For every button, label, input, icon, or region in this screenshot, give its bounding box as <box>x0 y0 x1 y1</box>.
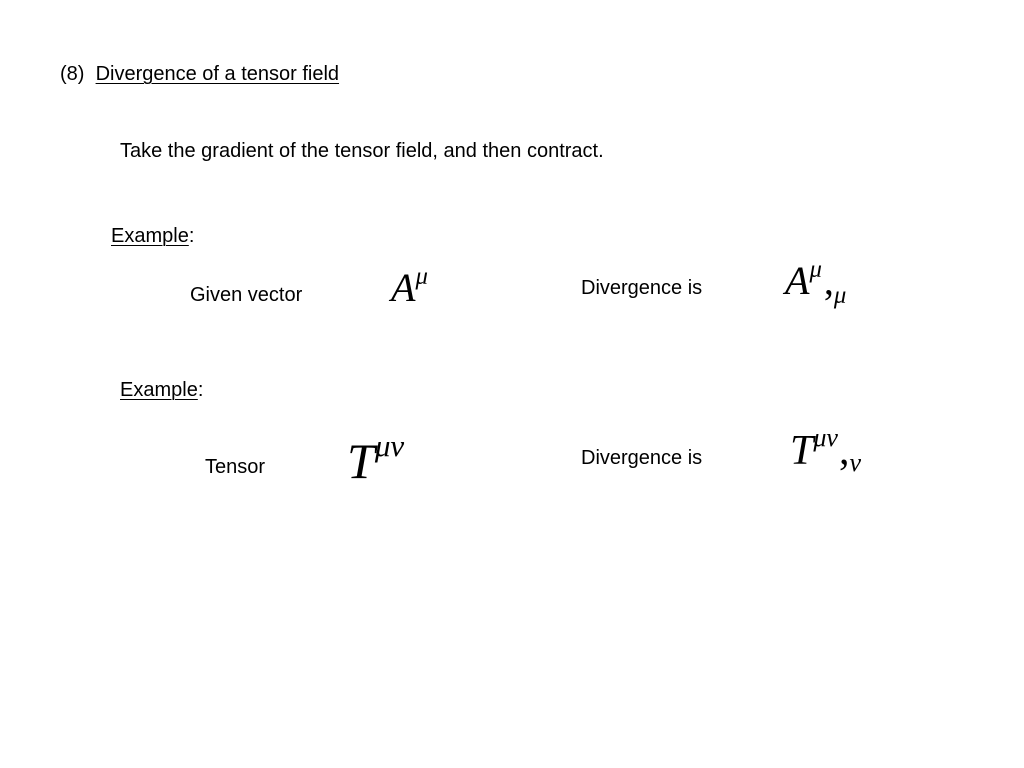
given-vector-label: Given vector <box>190 284 303 306</box>
example-heading-colon: : <box>188 225 195 247</box>
formula-subscript: μ <box>833 281 847 309</box>
example-heading-label: Example <box>111 225 189 247</box>
tensor-formula <box>347 427 405 489</box>
section-title: Divergence of a tensor field <box>95 63 340 85</box>
formula-superscript: μ <box>809 255 822 283</box>
formula-superscript: μ <box>415 262 428 290</box>
formula-superscript: μν <box>374 427 405 463</box>
section-heading <box>60 62 339 86</box>
example-1-heading <box>111 224 194 248</box>
formula-symbol: T <box>790 428 814 474</box>
formula-symbol: A <box>785 258 810 303</box>
divergence-label-2: Divergence is <box>581 447 703 469</box>
tensor-label: Tensor <box>205 456 266 478</box>
divergence-formula-2 <box>790 422 862 477</box>
intro-text: Take the gradient of the tensor field, and then contract. <box>120 140 604 162</box>
formula-subscript: ν <box>849 447 862 477</box>
divergence-label-1: Divergence is <box>581 277 703 299</box>
formula-comma: , <box>838 428 850 474</box>
formula-superscript: μν <box>813 422 838 452</box>
formula-symbol: T <box>347 433 375 489</box>
given-vector-formula <box>391 262 428 310</box>
formula-symbol: A <box>391 265 416 310</box>
formula-comma: , <box>823 258 834 303</box>
example-heading-colon: : <box>197 379 204 401</box>
divergence-formula-1 <box>785 255 847 309</box>
example-heading-label: Example <box>120 379 198 401</box>
section-number: (8) <box>60 63 85 85</box>
example-2-heading <box>120 378 203 402</box>
